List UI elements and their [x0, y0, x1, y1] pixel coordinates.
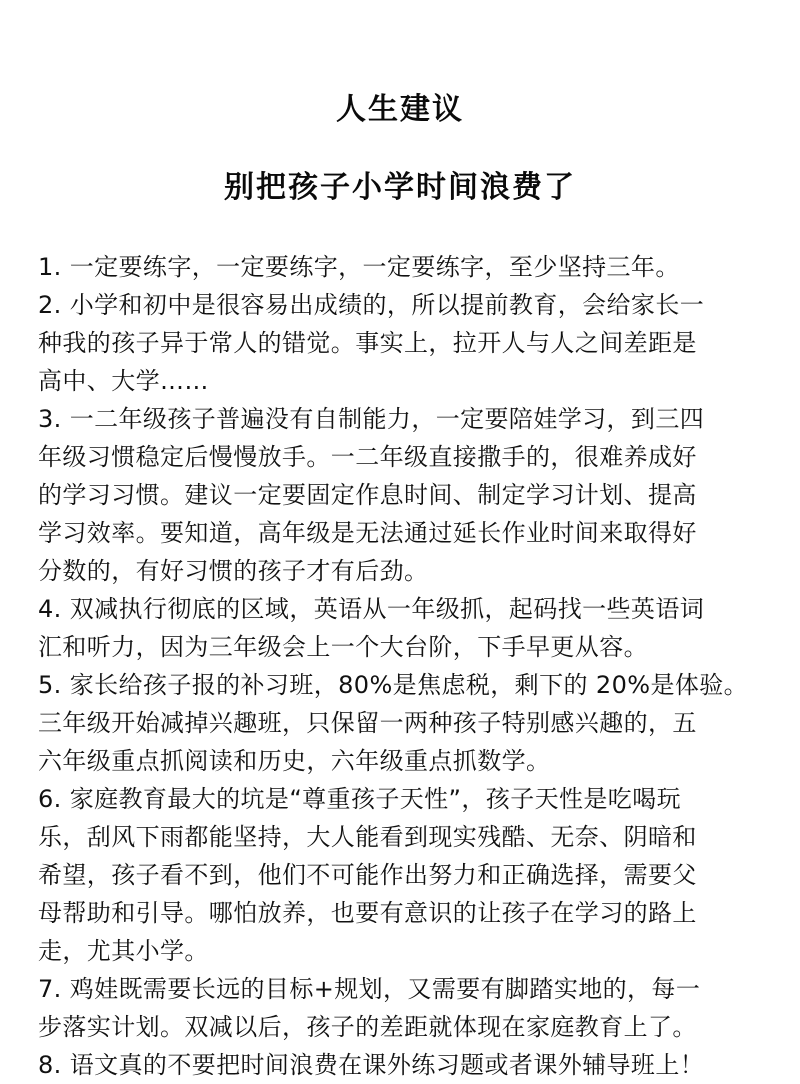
- text-line: 1. 一定要练字，一定要练字，一定要练字，至少坚持三年。: [38, 253, 680, 281]
- text-line: 三年级开始减掉兴趣班，只保留一两种孩子特别感兴趣的，五: [38, 709, 697, 737]
- text-line: 的学习习惯。建议一定要固定作息时间、制定学习计划、提高: [38, 481, 697, 509]
- text-line: 种我的孩子异于常人的错觉。事实上，拉开人与人之间差距是: [38, 329, 697, 357]
- text-line: 希望，孩子看不到，他们不可能作出努力和正确选择，需要父: [38, 861, 697, 889]
- text-line: 6. 家庭教育最大的坑是“尊重孩子天性”，孩子天性是吃喝玩: [38, 785, 681, 813]
- text-line: 六年级重点抓阅读和历史，六年级重点抓数学。: [38, 747, 551, 775]
- text-line: 3. 一二年级孩子普遍没有自制能力，一定要陪娃学习，到三四: [38, 405, 705, 433]
- text-line: 乐，刮风下雨都能坚持，大人能看到现实残酷、无奈、阴暗和: [38, 823, 697, 851]
- text-line: 8. 语文真的不要把时间浪费在课外练习题或者课外辅导班上！: [38, 1051, 705, 1079]
- page-title: 人生建议: [336, 92, 464, 127]
- text-line: 步落实计划。双减以后，孩子的差距就体现在家庭教育上了。: [38, 1013, 697, 1041]
- text-line: 高中、大学……: [38, 367, 209, 395]
- text-line: 学习效率。要知道，高年级是无法通过延长作业时间来取得好: [38, 519, 697, 547]
- text-line: 分数的，有好习惯的孩子才有后劲。: [38, 557, 429, 585]
- text-line: 汇和听力，因为三年级会上一个大台阶，下手早更从容。: [38, 633, 648, 661]
- text-line: 5. 家长给孩子报的补习班，80%是焦虑税，剩下的 20%是体验。: [38, 671, 749, 699]
- page-subtitle: 别把孩子小学时间浪费了: [224, 170, 576, 205]
- text-line: 母帮助和引导。哪怕放养，也要有意识的让孩子在学习的路上: [38, 899, 697, 927]
- advice-list: [38, 248, 778, 1084]
- text-line: 4. 双减执行彻底的区域，英语从一年级抓，起码找一些英语词: [38, 595, 705, 623]
- text-line: 7. 鸡娃既需要长远的目标+规划，又需要有脚踏实地的，每一: [38, 975, 701, 1003]
- text-line: 年级习惯稳定后慢慢放手。一二年级直接撒手的，很难养成好: [38, 443, 697, 471]
- text-line: 2. 小学和初中是很容易出成绩的，所以提前教育，会给家长一: [38, 291, 705, 319]
- text-line: 走，尤其小学。: [38, 937, 209, 965]
